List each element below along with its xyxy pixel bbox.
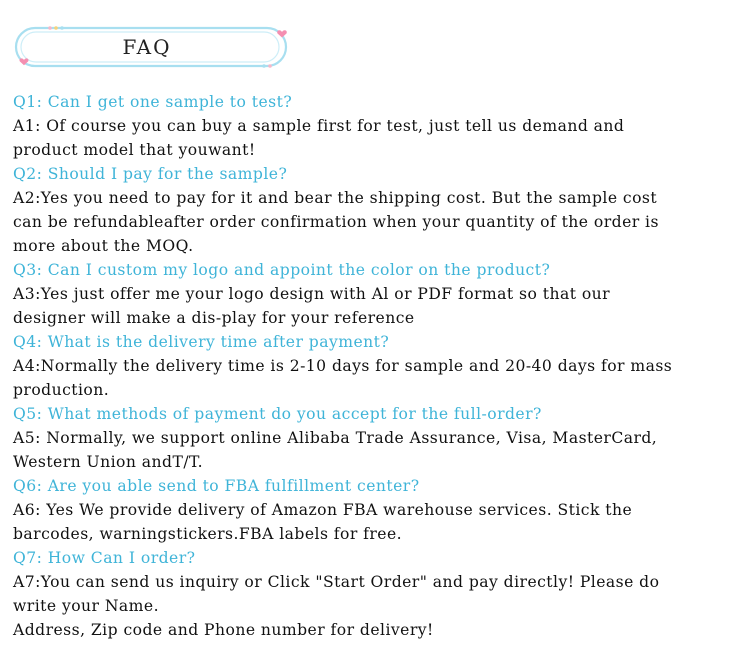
- faq-answer-line: A2:Yes you need to pay for it and bear the shipping cost. But the sample cost: [13, 189, 658, 207]
- faq-answer-line: A6: Yes We provide delivery of Amazon FBA warehouse services. Stick the: [13, 501, 633, 519]
- faq-question: Q1: Can I get one sample to test?: [13, 93, 293, 111]
- faq-answer-line: designer will make a dis-play for your reference: [13, 309, 415, 327]
- faq-item-3: [13, 258, 743, 330]
- page-title: FAQ: [122, 35, 172, 59]
- faq-question: Q6: Are you able send to FBA fulfillment center?: [13, 477, 420, 495]
- faq-list: [13, 90, 743, 642]
- faq-item-7: [13, 546, 743, 642]
- faq-answer-line: Western Union andT/T.: [13, 453, 203, 471]
- faq-question: Q2: Should I pay for the sample?: [13, 165, 288, 183]
- faq-answer-line: A1: Of course you can buy a sample first for test, just tell us demand and: [13, 117, 625, 135]
- faq-item-1: [13, 90, 743, 162]
- faq-answer-line: A5: Normally, we support online Alibaba Trade Assurance, Visa, MasterCard,: [13, 429, 658, 447]
- faq-answer-line: A4:Normally the delivery time is 2-10 days for sample and 20-40 days for mass: [13, 357, 673, 375]
- faq-question: Q4: What is the delivery time after payment?: [13, 333, 390, 351]
- faq-question: Q7: How Can I order?: [13, 549, 196, 567]
- faq-answer-line: A3:Yes just offer me your logo design with Al or PDF format so that our: [13, 285, 611, 303]
- faq-answer-line: more about the MOQ.: [13, 237, 194, 255]
- faq-item-6: [13, 474, 743, 546]
- faq-item-4: [13, 330, 743, 402]
- faq-banner: [12, 24, 292, 70]
- faq-answer-line: barcodes, warningstickers.FBA labels for free.: [13, 525, 403, 543]
- faq-answer-line: Address, Zip code and Phone number for delivery!: [13, 621, 434, 639]
- faq-answer-line: write your Name.: [13, 597, 160, 615]
- faq-question: Q3: Can I custom my logo and appoint the color on the product?: [13, 261, 551, 279]
- faq-answer-line: product model that youwant!: [13, 141, 256, 159]
- faq-answer-line: can be refundableafter order confirmation when your quantity of the order is: [13, 213, 659, 231]
- faq-answer-line: A7:You can send us inquiry or Click "Start Order" and pay directly! Please do: [13, 573, 660, 591]
- faq-question: Q5: What methods of payment do you accept for the full-order?: [13, 405, 542, 423]
- faq-item-2: [13, 162, 743, 258]
- faq-item-5: [13, 402, 743, 474]
- faq-answer-line: production.: [13, 381, 110, 399]
